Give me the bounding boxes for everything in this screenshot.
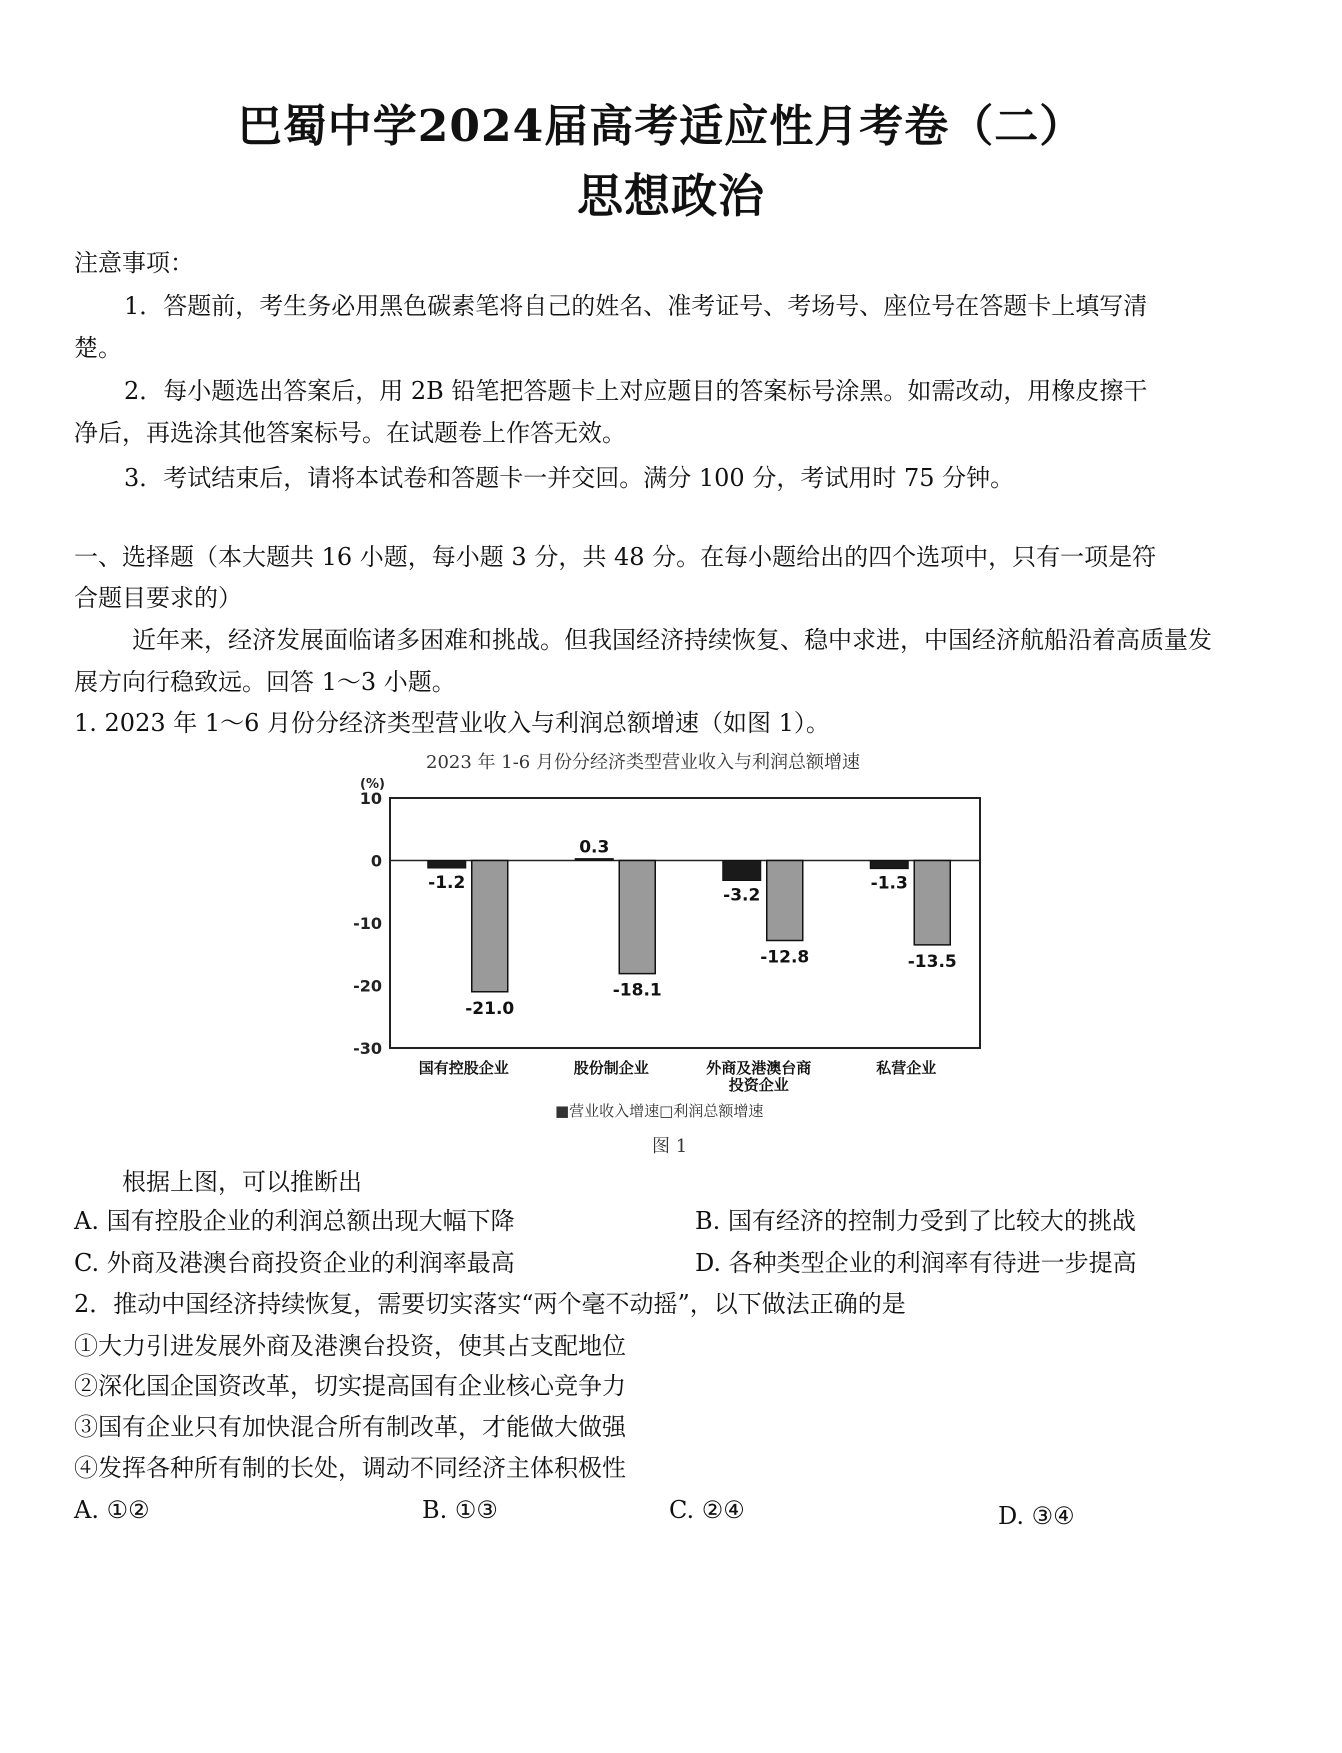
notice-item-3: 3．考试结束后，请将本试卷和答题卡一并交回。满分 100 分，考试用时 75 分钟。 [124, 464, 1015, 492]
question-2-stem: 2．推动中国经济持续恢复，需要切实落实“两个毫不动摇”，以下做法正确的是 [74, 1290, 906, 1318]
bar-chart [340, 770, 1000, 1125]
x-category-label: 股份制企业 [573, 1059, 649, 1077]
bar-revenue-growth [870, 861, 908, 869]
bar-profit-label: -21.0 [465, 998, 515, 1019]
y-tick-label: 10 [359, 789, 382, 808]
bar-profit-label: -18.1 [612, 980, 662, 1001]
bar-revenue-growth [575, 859, 613, 861]
question-1-option-d: D. 各种类型企业的利润率有待进一步提高 [695, 1249, 1137, 1277]
question-1-stem: 1. 2023 年 1～6 月份分经济类型营业收入与利润总额增速（如图 1）。 [74, 709, 830, 737]
chart-caption: 2023 年 1-6 月份分经济类型营业收入与利润总额增速 [426, 752, 860, 773]
question-1-option-a: A. 国有控股企业的利润总额出现大幅下降 [74, 1207, 515, 1235]
section-heading-cont: 合题目要求的） [74, 584, 242, 612]
chart-legend: ■营业收入增速□利润总额增速 [555, 1102, 764, 1120]
bar-revenue-label: -3.2 [723, 885, 761, 906]
x-category-label: 国有控股企业 [418, 1059, 509, 1077]
subject-title: 思想政治 [577, 169, 765, 223]
y-axis-unit: (%) [360, 777, 385, 792]
notice-item-2: 2．每小题选出答案后，用 2B 铅笔把答题卡上对应题目的答案标号涂黑。如需改动，用橡皮擦干 [124, 377, 1148, 405]
bar-profit-growth [619, 861, 655, 974]
question-2-option-c: C. ②④ [669, 1496, 745, 1524]
intro-text-cont: 展方向行稳致远。回答 1～3 小题。 [74, 668, 456, 696]
figure-label: 图 1 [652, 1136, 688, 1157]
y-tick-label: -20 [353, 976, 382, 996]
bar-revenue-growth [428, 861, 466, 869]
question-2-option-b: B. ①③ [422, 1496, 498, 1524]
question-1-prompt: 根据上图，可以推断出 [122, 1168, 362, 1196]
bar-profit-growth [767, 861, 803, 941]
bar-revenue-label: -1.3 [870, 873, 908, 894]
question-2-option-a: A. ①② [74, 1496, 150, 1524]
y-tick-label: -30 [353, 1039, 382, 1058]
x-category-label: 投资企业 [728, 1076, 789, 1094]
intro-text: 近年来，经济发展面临诸多困难和挑战。但我国经济持续恢复、稳中求进，中国经济航船沿着高质量发 [132, 626, 1212, 654]
question-2-statement-2: ②深化国企国资改革，切实提高国有企业核心竞争力 [74, 1372, 626, 1400]
bar-profit-growth [914, 861, 950, 945]
y-tick-label: -10 [353, 914, 382, 933]
notice-item-2-cont: 净后，再选涂其他答案标号。在试题卷上作答无效。 [74, 419, 626, 447]
y-tick-label: 0 [370, 851, 382, 871]
section-heading: 一、选择题（本大题共 16 小题，每小题 3 分，共 48 分。在每小题给出的四个选项中，只有一项是符 [74, 543, 1157, 571]
notice-item-1-cont: 楚。 [74, 334, 122, 362]
question-2-statement-1: ①大力引进发展外商及港澳台投资，使其占支配地位 [74, 1332, 626, 1360]
notice-heading: 注意事项： [74, 249, 194, 277]
question-2-statement-4: ④发挥各种所有制的长处，调动不同经济主体积极性 [74, 1454, 626, 1482]
x-category-label: 外商及港澳台商 [706, 1059, 812, 1077]
bar-revenue-growth [723, 861, 761, 881]
bar-revenue-label: -1.2 [428, 873, 466, 893]
exam-title: 巴蜀中学2024届高考适应性月考卷（二） [237, 101, 1085, 152]
question-2-option-d: D. ③④ [998, 1502, 1075, 1530]
bar-profit-growth [472, 861, 508, 992]
bar-profit-label: -12.8 [760, 947, 810, 968]
bar-revenue-label: 0.3 [579, 837, 610, 858]
question-2-statement-3: ③国有企业只有加快混合所有制改革，才能做大做强 [74, 1413, 626, 1441]
bar-profit-label: -13.5 [907, 951, 957, 972]
question-1-option-b: B. 国有经济的控制力受到了比较大的挑战 [695, 1207, 1136, 1235]
notice-item-1: 1．答题前，考生务必用黑色碳素笔将自己的姓名、准考证号、考场号、座位号在答题卡上填写清 [124, 292, 1148, 320]
x-category-label: 私营企业 [876, 1059, 937, 1077]
question-1-option-c: C. 外商及港澳台商投资企业的利润率最高 [74, 1249, 515, 1277]
